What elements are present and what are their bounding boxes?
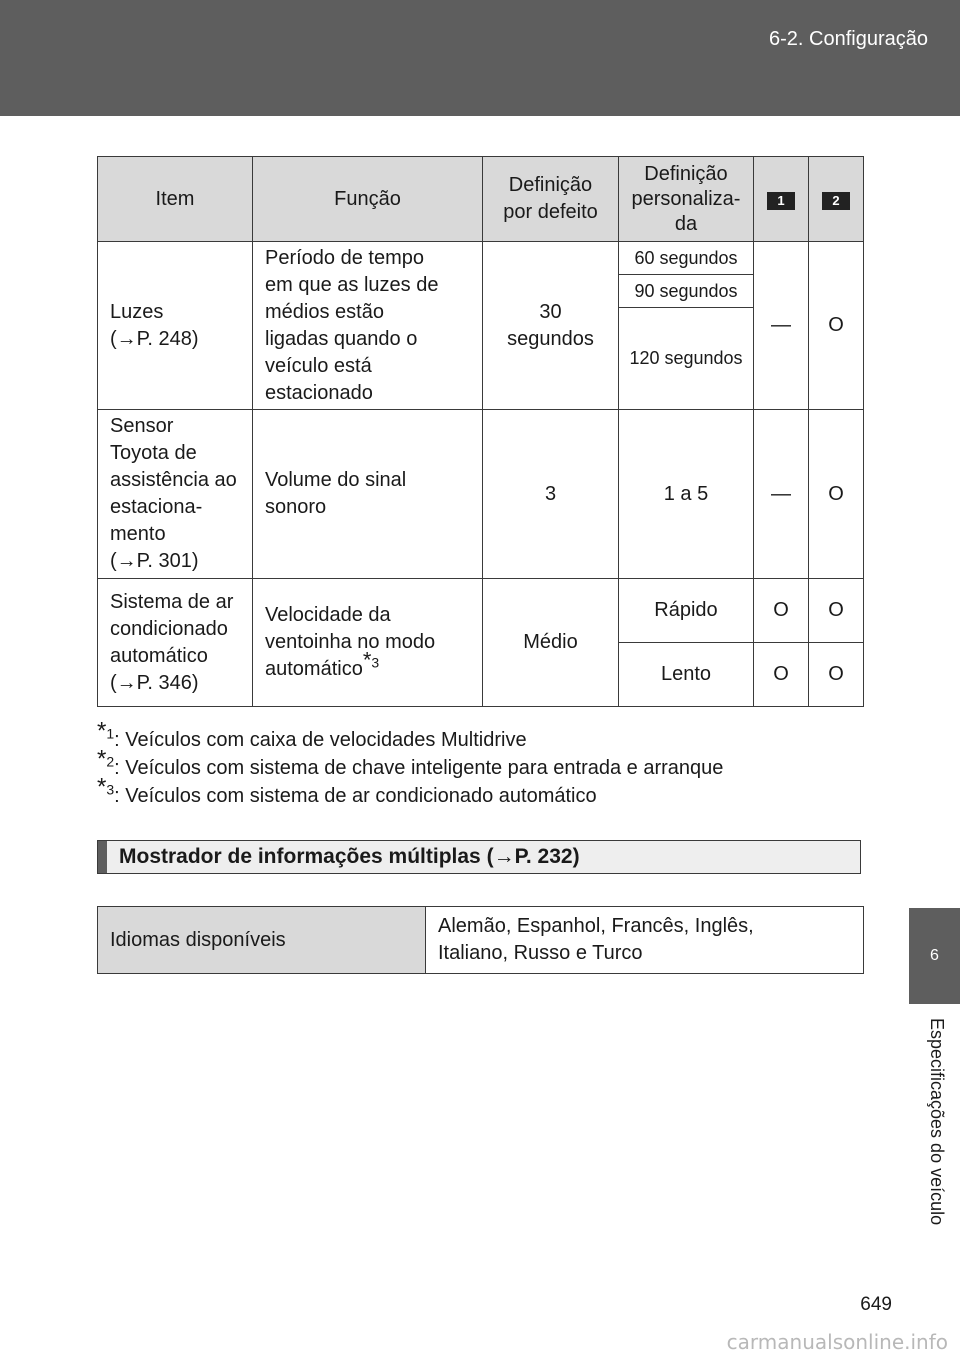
chapter-title: Especificações do veículo bbox=[927, 1018, 947, 1226]
ac-function: Velocidade da ventoinha no modo automático*$^3$ bbox=[253, 579, 483, 707]
table-row bbox=[98, 579, 864, 643]
page-header-band bbox=[0, 0, 960, 116]
ac-option-fast: Rápido bbox=[619, 579, 754, 643]
section-heading-text: Mostrador de informações múltiplas (→P. 232) bbox=[119, 845, 580, 868]
badge-1-icon: 1 bbox=[767, 192, 795, 210]
parking-function: Volume do sinal sonoro bbox=[253, 410, 483, 579]
ac-fast-col2: O bbox=[809, 579, 864, 643]
lights-option-120: 120 segundos bbox=[619, 308, 754, 410]
footnote-star-icon: * bbox=[97, 773, 107, 801]
watermark: carmanualsonline.info bbox=[726, 1330, 948, 1354]
lights-item: Luzes (→P. 248) bbox=[98, 242, 253, 410]
table-header-row bbox=[98, 157, 864, 242]
header-function: Função bbox=[253, 157, 483, 242]
footnote-2: *$^2$: Veículos com sistema de chave inteligente para entrada e arranque bbox=[97, 745, 724, 779]
ac-fast-col1: O bbox=[754, 579, 809, 643]
languages-value: Alemão, Espanhol, Francês, Inglês, Italiano, Russo e Turco bbox=[426, 907, 864, 974]
lights-col2: O bbox=[809, 242, 864, 410]
footnotes bbox=[97, 717, 724, 810]
parking-default: 3 bbox=[483, 410, 619, 579]
lights-option-60: 60 segundos bbox=[619, 242, 754, 275]
parking-col2: O bbox=[809, 410, 864, 579]
badge-2-icon: 2 bbox=[822, 192, 850, 210]
table-row bbox=[98, 242, 864, 275]
page-number: 649 bbox=[860, 1294, 892, 1315]
lights-col1: — bbox=[754, 242, 809, 410]
lights-function: Período de tempo em que as luzes de médios estão ligadas quando o veículo está estacionado bbox=[253, 242, 483, 410]
chapter-number: 6 bbox=[909, 908, 960, 1004]
customization-table bbox=[97, 156, 864, 707]
languages-label: Idiomas disponíveis bbox=[98, 907, 426, 974]
ac-option-slow: Lento bbox=[619, 643, 754, 707]
header-default: Definição por defeito bbox=[483, 157, 619, 242]
section-title: 6-2. Configuração bbox=[769, 28, 928, 50]
ac-default: Médio bbox=[483, 579, 619, 707]
section-heading bbox=[97, 840, 861, 874]
header-item: Item bbox=[98, 157, 253, 242]
footnote-star-icon: * bbox=[97, 745, 107, 773]
footnote-1: *$^1$: Veículos com caixa de velocidades Multidrive bbox=[97, 717, 527, 751]
header-custom: Definição personaliza- da bbox=[619, 157, 754, 242]
chapter-side-tab bbox=[909, 908, 960, 1250]
ac-slow-col2: O bbox=[809, 643, 864, 707]
languages-table bbox=[97, 906, 864, 974]
header-badge-2 bbox=[809, 157, 864, 242]
heading-accent-bar bbox=[98, 841, 107, 873]
ac-item: Sistema de ar condicionado automático (→P. 346) bbox=[98, 579, 253, 707]
footnote-star-icon: * bbox=[362, 647, 372, 673]
footnote-star-icon: * bbox=[97, 717, 107, 745]
parking-custom: 1 a 5 bbox=[619, 410, 754, 579]
ac-slow-col1: O bbox=[754, 643, 809, 707]
table-row bbox=[98, 410, 864, 579]
lights-default: 30 segundos bbox=[483, 242, 619, 410]
table-row bbox=[98, 907, 864, 974]
header-badge-1 bbox=[754, 157, 809, 242]
footnote-3: *$^3$: Veículos com sistema de ar condicionado automático bbox=[97, 773, 597, 807]
parking-item: Sensor Toyota de assistência ao estaciona- mento (→P. 301) bbox=[98, 410, 253, 579]
parking-col1: — bbox=[754, 410, 809, 579]
lights-option-90: 90 segundos bbox=[619, 275, 754, 308]
